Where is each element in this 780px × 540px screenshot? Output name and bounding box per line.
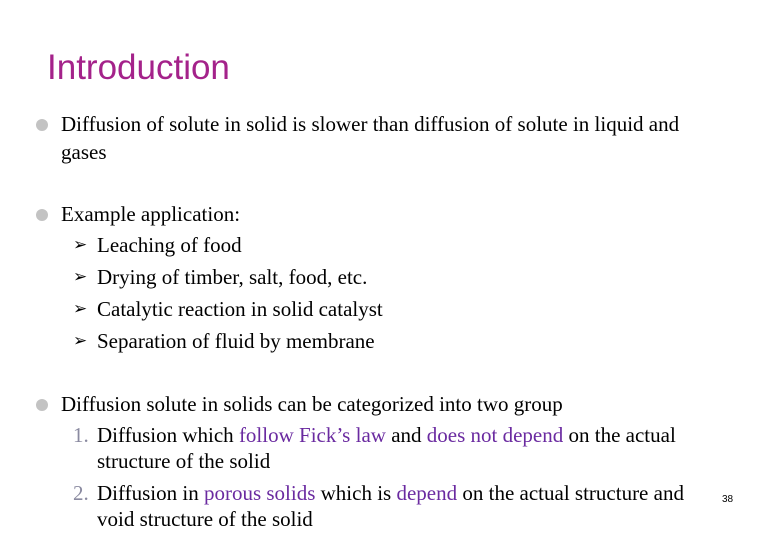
arrow-bullet-icon: ➢: [73, 235, 88, 255]
highlight-text: follow Fick’s law: [238, 423, 386, 447]
arrow-bullet-icon: ➢: [73, 267, 88, 287]
arrow-bullet-icon: ➢: [73, 299, 88, 319]
bullet-text: Diffusion of solute in solid is slower than diffusion of solute in liquid and gases: [61, 112, 680, 164]
bullet-dot-icon: [36, 399, 48, 411]
slide-title: Introduction: [47, 48, 230, 87]
item-number: 2.: [73, 481, 89, 505]
bullet-text: Diffusion solute in solids can be categorized into two group: [61, 392, 563, 416]
page-number: 38: [722, 494, 734, 505]
highlight-text: porous solids: [203, 481, 316, 505]
highlight-text: depend: [396, 481, 458, 505]
bullet-dot-icon: [36, 209, 48, 221]
bullet-text: Example application:: [61, 202, 241, 226]
arrow-bullet-icon: ➢: [73, 331, 88, 351]
item-number: 1.: [73, 423, 89, 447]
highlight-text: does not depend: [426, 423, 564, 447]
bullet-dot-icon: [36, 119, 48, 131]
